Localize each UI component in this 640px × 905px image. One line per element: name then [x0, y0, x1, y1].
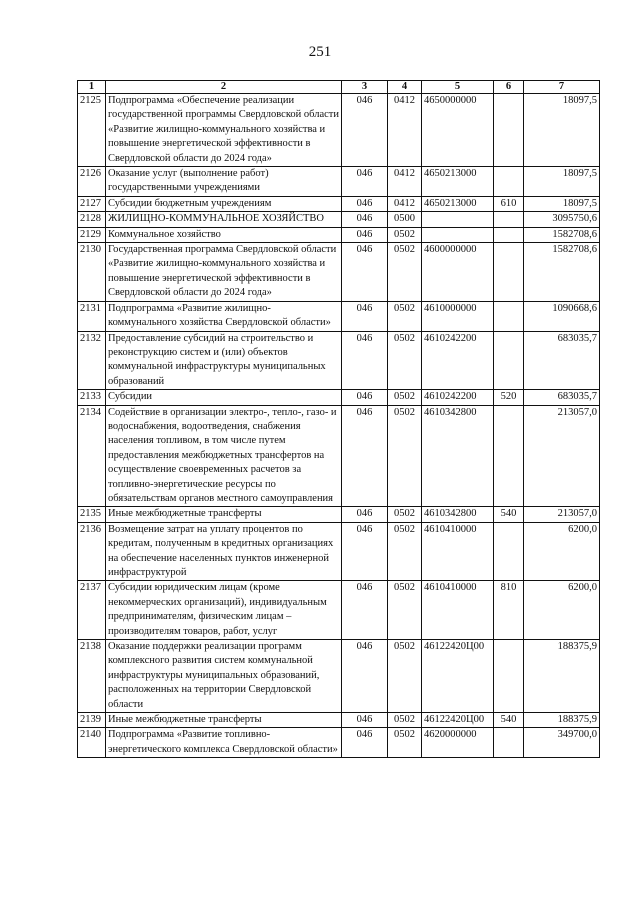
row-target-code: 4610410000	[422, 581, 494, 640]
table-row	[78, 522, 600, 581]
row-section-code: 0502	[388, 227, 422, 242]
table-row	[78, 390, 600, 405]
header-col-4: 4	[388, 81, 422, 94]
row-ministry-code: 046	[342, 728, 388, 758]
row-ministry-code: 046	[342, 581, 388, 640]
row-target-code: 4610242200	[422, 390, 494, 405]
row-number: 2127	[78, 196, 106, 211]
row-name: Иные межбюджетные трансферты	[106, 713, 342, 728]
budget-table	[77, 80, 600, 758]
row-target-code: 4610242200	[422, 331, 494, 390]
row-amount: 3095750,6	[524, 212, 600, 227]
row-number: 2129	[78, 227, 106, 242]
row-target-code: 4610000000	[422, 301, 494, 331]
row-expense-type	[494, 331, 524, 390]
row-amount: 6200,0	[524, 581, 600, 640]
row-expense-type	[494, 167, 524, 197]
row-section-code: 0502	[388, 390, 422, 405]
header-col-2: 2	[106, 81, 342, 94]
row-target-code: 46122420Ц00	[422, 640, 494, 713]
row-expense-type	[494, 522, 524, 581]
row-number: 2140	[78, 728, 106, 758]
row-ministry-code: 046	[342, 227, 388, 242]
row-expense-type: 540	[494, 507, 524, 522]
row-number: 2134	[78, 405, 106, 507]
row-name: Предоставление субсидий на строительство и реконструкцию систем и (или) объектов коммунальной инфраструктуры муниципальных образований	[106, 331, 342, 390]
row-amount: 18097,5	[524, 94, 600, 167]
row-target-code: 4610410000	[422, 522, 494, 581]
row-amount: 6200,0	[524, 522, 600, 581]
row-name: Субсидии	[106, 390, 342, 405]
row-ministry-code: 046	[342, 196, 388, 211]
table-row	[78, 581, 600, 640]
table-row	[78, 301, 600, 331]
row-ministry-code: 046	[342, 713, 388, 728]
row-name: Содействие в организации электро-, тепло-, газо- и водоснабжения, водоотведения, снабжения населения топливом, в том числе путем предоставления межбюджетных трансфертов на осуществление своевременных расчетов за топливно-энергетические ресурсы по обязательствам органов местного самоуправления	[106, 405, 342, 507]
row-amount: 18097,5	[524, 167, 600, 197]
row-ministry-code: 046	[342, 507, 388, 522]
table-row	[78, 227, 600, 242]
table-row	[78, 713, 600, 728]
row-amount: 18097,5	[524, 196, 600, 211]
header-col-5: 5	[422, 81, 494, 94]
row-ministry-code: 046	[342, 640, 388, 713]
row-target-code: 4650213000	[422, 196, 494, 211]
row-name: Государственная программа Свердловской области «Развитие жилищно-коммунального хозяйства и повышение энергетической эффективности в Свердловской области до 2024 года»	[106, 243, 342, 302]
row-target-code: 4620000000	[422, 728, 494, 758]
row-expense-type	[494, 212, 524, 227]
row-amount: 349700,0	[524, 728, 600, 758]
table-row	[78, 196, 600, 211]
row-section-code: 0502	[388, 507, 422, 522]
row-ministry-code: 046	[342, 331, 388, 390]
table-row	[78, 94, 600, 167]
row-section-code: 0412	[388, 94, 422, 167]
row-number: 2131	[78, 301, 106, 331]
row-number: 2139	[78, 713, 106, 728]
row-name: Возмещение затрат на уплату процентов по кредитам, полученным в кредитных организациях на обеспечение населенных пунктов инженерной инфраструктурой	[106, 522, 342, 581]
row-expense-type: 610	[494, 196, 524, 211]
row-section-code: 0502	[388, 522, 422, 581]
row-number: 2133	[78, 390, 106, 405]
row-target-code: 4650000000	[422, 94, 494, 167]
header-row	[78, 81, 600, 94]
row-target-code: 4600000000	[422, 243, 494, 302]
page-number: 251	[308, 44, 332, 60]
table-row	[78, 167, 600, 197]
table-row	[78, 243, 600, 302]
row-name: Оказание поддержки реализации программ комплексного развития систем коммунальной инфраструктуры муниципальных образований, расположенных на территории Свердловской области	[106, 640, 342, 713]
row-number: 2128	[78, 212, 106, 227]
row-section-code: 0412	[388, 167, 422, 197]
row-section-code: 0412	[388, 196, 422, 211]
row-name: ЖИЛИЩНО-КОММУНАЛЬНОЕ ХОЗЯЙСТВО	[106, 212, 342, 227]
row-target-code: 4610342800	[422, 405, 494, 507]
row-target-code	[422, 212, 494, 227]
row-name: Оказание услуг (выполнение работ) государственными учреждениями	[106, 167, 342, 197]
row-section-code: 0502	[388, 243, 422, 302]
row-target-code: 4610342800	[422, 507, 494, 522]
row-name: Подпрограмма «Развитие топливно-энергетического комплекса Свердловской области»	[106, 728, 342, 758]
row-amount: 1090668,6	[524, 301, 600, 331]
table-row	[78, 405, 600, 507]
row-amount: 188375,9	[524, 713, 600, 728]
row-expense-type	[494, 227, 524, 242]
row-name: Коммунальное хозяйство	[106, 227, 342, 242]
row-target-code	[422, 227, 494, 242]
row-amount: 1582708,6	[524, 243, 600, 302]
row-expense-type: 520	[494, 390, 524, 405]
row-ministry-code: 046	[342, 522, 388, 581]
row-number: 2137	[78, 581, 106, 640]
row-section-code: 0502	[388, 640, 422, 713]
row-name: Субсидии бюджетным учреждениям	[106, 196, 342, 211]
row-amount: 213057,0	[524, 507, 600, 522]
header-col-3: 3	[342, 81, 388, 94]
row-ministry-code: 046	[342, 167, 388, 197]
header-col-6: 6	[494, 81, 524, 94]
table-row	[78, 507, 600, 522]
row-expense-type: 540	[494, 713, 524, 728]
row-section-code: 0502	[388, 405, 422, 507]
row-name: Подпрограмма «Развитие жилищно-коммунального хозяйства Свердловской области»	[106, 301, 342, 331]
row-name: Иные межбюджетные трансферты	[106, 507, 342, 522]
row-number: 2136	[78, 522, 106, 581]
row-ministry-code: 046	[342, 94, 388, 167]
row-amount: 188375,9	[524, 640, 600, 713]
row-target-code: 4650213000	[422, 167, 494, 197]
row-section-code: 0502	[388, 728, 422, 758]
row-section-code: 0502	[388, 301, 422, 331]
row-number: 2138	[78, 640, 106, 713]
row-section-code: 0502	[388, 713, 422, 728]
row-expense-type	[494, 728, 524, 758]
row-expense-type	[494, 640, 524, 713]
row-ministry-code: 046	[342, 212, 388, 227]
row-ministry-code: 046	[342, 405, 388, 507]
row-section-code: 0500	[388, 212, 422, 227]
header-col-1: 1	[78, 81, 106, 94]
row-expense-type	[494, 243, 524, 302]
row-target-code: 46122420Ц00	[422, 713, 494, 728]
row-name: Субсидии юридическим лицам (кроме некоммерческих организаций), индивидуальным предпринимателям, физическим лицам – производителям товаров, работ, услуг	[106, 581, 342, 640]
row-number: 2126	[78, 167, 106, 197]
row-ministry-code: 046	[342, 243, 388, 302]
row-expense-type	[494, 94, 524, 167]
row-ministry-code: 046	[342, 390, 388, 405]
row-expense-type	[494, 405, 524, 507]
table-row	[78, 640, 600, 713]
row-number: 2132	[78, 331, 106, 390]
row-ministry-code: 046	[342, 301, 388, 331]
row-amount: 683035,7	[524, 331, 600, 390]
table-row	[78, 728, 600, 758]
row-amount: 1582708,6	[524, 227, 600, 242]
row-name: Подпрограмма «Обеспечение реализации государственной программы Свердловской области «Развитие жилищно-коммунального хозяйства и повышение энергетической эффективности в Свердловской области до 2024 года»	[106, 94, 342, 167]
row-expense-type: 810	[494, 581, 524, 640]
row-expense-type	[494, 301, 524, 331]
row-number: 2135	[78, 507, 106, 522]
row-section-code: 0502	[388, 581, 422, 640]
table-row	[78, 212, 600, 227]
header-col-7: 7	[524, 81, 600, 94]
table-row	[78, 331, 600, 390]
row-number: 2130	[78, 243, 106, 302]
row-number: 2125	[78, 94, 106, 167]
row-amount: 683035,7	[524, 390, 600, 405]
row-amount: 213057,0	[524, 405, 600, 507]
row-section-code: 0502	[388, 331, 422, 390]
